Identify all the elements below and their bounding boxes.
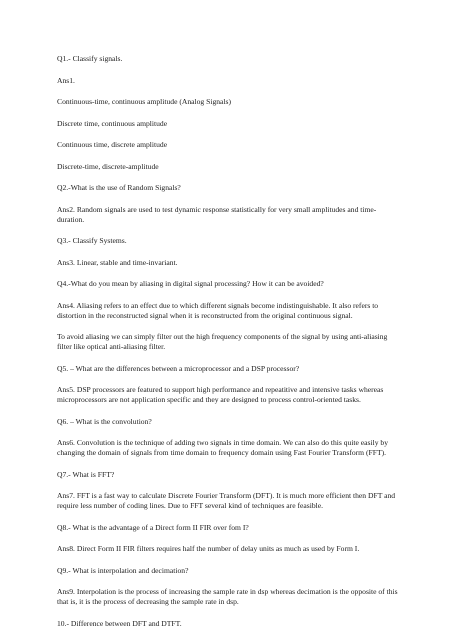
question-9: Q9.- What is interpolation and decimation?: [57, 565, 189, 575]
answer-9: Ans9. Interpolation is the process of increasing the sample rate in dsp whereas decimation is the opposite of this that is, it is the process of decreasing the sample rate in dsp.: [57, 587, 398, 606]
question-3: Q3.- Classify Systems.: [57, 236, 127, 245]
answer-7: Ans7. FFT is a fast way to calculate Discrete Fourier Transform (DFT). It is much more efficient then DFT and require less number of coding lines. Due to FFT several kind of techniques are feasible.: [57, 491, 396, 510]
question-5: Q5. – What are the differences between a microprocessor and a DSP processor?: [57, 363, 300, 373]
question-4: Q4.-What do you mean by aliasing in digital signal processing? How it can be avoided?: [57, 279, 324, 288]
question-10: 10.- Difference between DFT and DTFT.: [57, 618, 182, 628]
answer-6: Ans6. Convolution is the technique of adding two signals in time domain. We can also do this quite easily by changing the domain of signals from time domain to frequency domain using Fast Fourier Transform (FFT).: [57, 438, 389, 457]
answer-1-item-2: Discrete time, continuous amplitude: [57, 118, 168, 128]
answer-3: Ans3. Linear, stable and time-invariant.: [57, 257, 178, 267]
answer-4: Ans4. Aliasing refers to an effect due to which different signals become indistinguishable. It also refers to distortion in the reconstructed signal when it is reconstructed from the original continuous signal.: [57, 300, 379, 320]
answer-1-item-3: Continuous time, discrete amplitude: [57, 140, 168, 149]
answer-4-continued: To avoid aliasing we can simply filter out the high frequency components of the signal by using anti-aliasing filter like optical anti-aliasing filter.: [57, 332, 388, 351]
question-7: Q7.- What is FFT?: [57, 469, 115, 479]
question-1: Q1.- Classify signals.: [57, 54, 123, 63]
answer-5: Ans5. DSP processors are featured to support high performance and repeatitive and intensive tasks whereas microprocessors are not application specific and they are designed to process control-oriented tasks.: [57, 385, 384, 404]
answer-1-heading: Ans1.: [57, 75, 75, 85]
question-2: Q2.-What is the use of Random Signals?: [57, 183, 181, 192]
answer-1-item-4: Discrete-time, discrete-amplitude: [57, 161, 159, 171]
document-body: [57, 54, 427, 640]
question-6: Q6. – What is the convolution?: [57, 416, 152, 426]
answer-2: Ans2. Random signals are used to test dynamic response statistically for very small amplitudes and time- duration.: [57, 204, 377, 224]
answer-8: Ans8. Direct Form II FIR filters requires half the number of delay units as much as used by Form I.: [57, 544, 360, 553]
answer-1-item-1: Continuous-time, continuous amplitude (Analog Signals): [57, 97, 232, 106]
question-8: Q8.- What is the advantage of a Direct form II FIR over fom I?: [57, 522, 249, 532]
